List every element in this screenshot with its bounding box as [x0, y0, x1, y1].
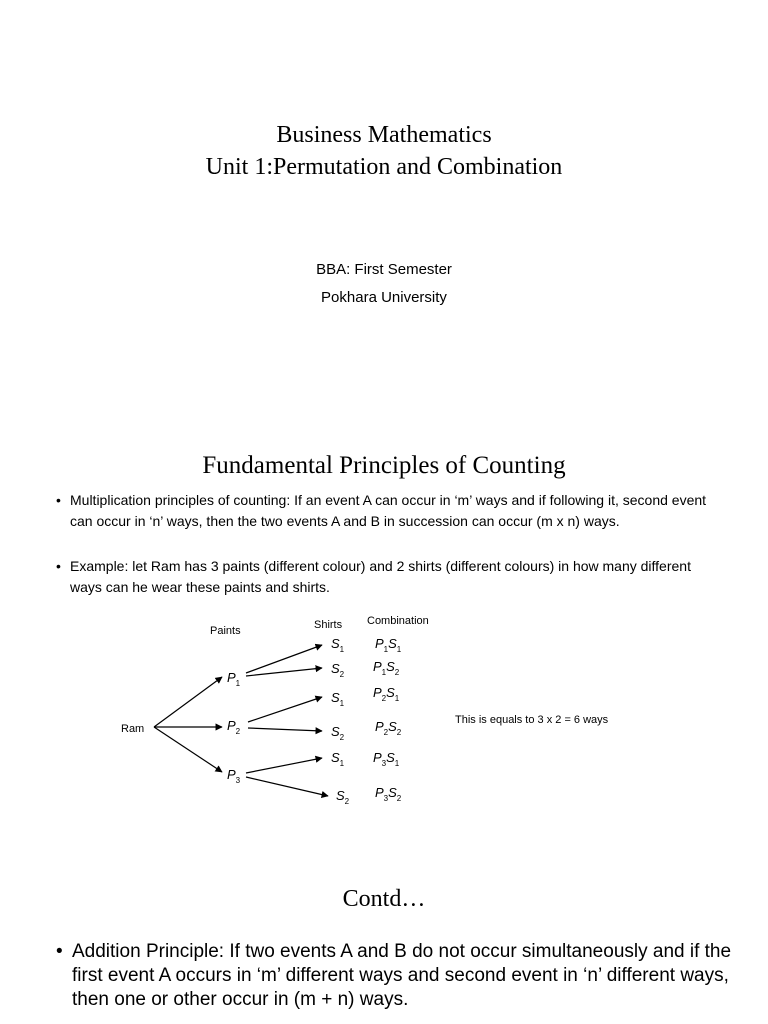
slide1-subtitle-line2: Pokhara University [321, 289, 447, 306]
combination-3 [373, 685, 400, 703]
shirt-node-3-subscript: 1 [339, 699, 345, 708]
combination-shirt-letter: S [386, 750, 395, 765]
combination-6 [375, 785, 402, 803]
combination-paint-subscript: 3 [381, 759, 387, 768]
combination-shirt-subscript: 2 [396, 794, 402, 803]
column-label-shirts: Shirts [314, 619, 343, 631]
combination-paint-letter: P [375, 636, 384, 651]
combination-shirt-letter: S [388, 785, 397, 800]
combination-shirt-subscript: 1 [394, 759, 400, 768]
combination-shirt-letter: S [388, 636, 397, 651]
bullet-dot: • [56, 558, 61, 574]
combination-paint-subscript: 2 [381, 694, 387, 703]
paint-node-3 [227, 767, 241, 785]
combination-4 [375, 719, 402, 737]
combination-paint-letter: P [375, 719, 384, 734]
combination-shirt-subscript: 2 [396, 728, 402, 737]
edge-ram-p1 [154, 677, 222, 727]
combination-paint-subscript: 1 [383, 645, 389, 654]
edge-p3-s1 [246, 758, 322, 773]
shirt-node-4-subscript: 2 [339, 733, 345, 742]
shirt-node-5-subscript: 1 [339, 759, 345, 768]
paint-node-2-subscript: 2 [235, 727, 241, 736]
bullet-example [56, 556, 716, 598]
shirt-node-3-letter: S [331, 690, 340, 705]
shirt-node-5-letter: S [331, 750, 340, 765]
paint-node-1 [227, 670, 241, 688]
shirt-node-2 [331, 661, 345, 679]
shirt-node-5 [331, 750, 345, 768]
paint-node-2 [227, 718, 241, 736]
edge-p3-s2 [246, 777, 328, 796]
combination-shirt-letter: S [386, 685, 395, 700]
slide1-title-line2: Unit 1:Permutation and Combination [205, 154, 563, 180]
shirt-node-2-letter: S [331, 661, 340, 676]
combination-shirt-subscript: 1 [394, 694, 400, 703]
shirt-node-1 [331, 636, 345, 654]
shirt-node-4-letter: S [331, 724, 340, 739]
edge-p2-s2 [248, 728, 322, 731]
bullet-text: Addition Principle: If two events A and B do not occur simultaneously and if the first event A occurs in ‘m’ different ways and second event in ‘n’ different ways, then one or other occur in (m + n) ways. [72, 941, 732, 1010]
slide2-heading: Fundamental Principles of Counting [202, 452, 566, 479]
shirt-node-6-letter: S [336, 788, 345, 803]
combination-paint-subscript: 1 [381, 668, 387, 677]
shirt-node-3 [331, 690, 345, 708]
root-node-ram: Ram [121, 723, 145, 735]
combination-paint-letter: P [375, 785, 384, 800]
paint-node-2-letter: P [227, 718, 236, 733]
shirt-node-6 [336, 788, 350, 806]
slide1-subtitle-line1: BBA: First Semester [316, 261, 452, 278]
edge-p2-s1 [248, 697, 322, 722]
tree-diagram [0, 600, 768, 820]
shirt-node-1-subscript: 1 [339, 645, 345, 654]
combination-5 [373, 750, 400, 768]
paint-node-1-letter: P [227, 670, 236, 685]
edge-ram-p3 [154, 727, 222, 772]
combination-shirt-letter: S [388, 719, 397, 734]
bullet-dot: • [56, 941, 63, 962]
shirt-node-6-subscript: 2 [344, 797, 350, 806]
column-label-combination: Combination [367, 615, 429, 627]
paint-node-3-subscript: 3 [235, 776, 241, 785]
shirt-node-1-letter: S [331, 636, 340, 651]
column-label-paints: Paints [210, 625, 241, 637]
combination-shirt-letter: S [386, 659, 395, 674]
combination-shirt-subscript: 1 [396, 645, 402, 654]
slide1-title-line1: Business Mathematics [276, 122, 492, 148]
combination-paint-letter: P [373, 685, 382, 700]
combination-paint-subscript: 2 [383, 728, 389, 737]
bullet-dot: • [56, 492, 61, 508]
combination-1 [375, 636, 402, 654]
combination-2 [373, 659, 400, 677]
combination-shirt-subscript: 2 [394, 668, 400, 677]
bullet-addition [56, 940, 736, 1012]
shirt-node-2-subscript: 2 [339, 670, 345, 679]
combination-paint-letter: P [373, 659, 382, 674]
combination-paint-subscript: 3 [383, 794, 389, 803]
diagram-note: This is equals to 3 x 2 = 6 ways [455, 714, 609, 726]
shirt-node-4 [331, 724, 345, 742]
combination-paint-letter: P [373, 750, 382, 765]
paint-node-1-subscript: 1 [235, 679, 241, 688]
bullet-multiplication [56, 490, 716, 532]
bullet-text: Multiplication principles of counting: If an event A can occur in ‘m’ ways and if following it, second event can occur in ‘n’ ways, then the two events A and B in succession can occur (m x n) ways. [70, 492, 707, 529]
slide3-heading: Contd… [342, 886, 426, 912]
paint-node-3-letter: P [227, 767, 236, 782]
bullet-text: Example: let Ram has 3 paints (different colour) and 2 shirts (different colours) in how many different ways can he wear these paints and shirts. [70, 558, 691, 595]
